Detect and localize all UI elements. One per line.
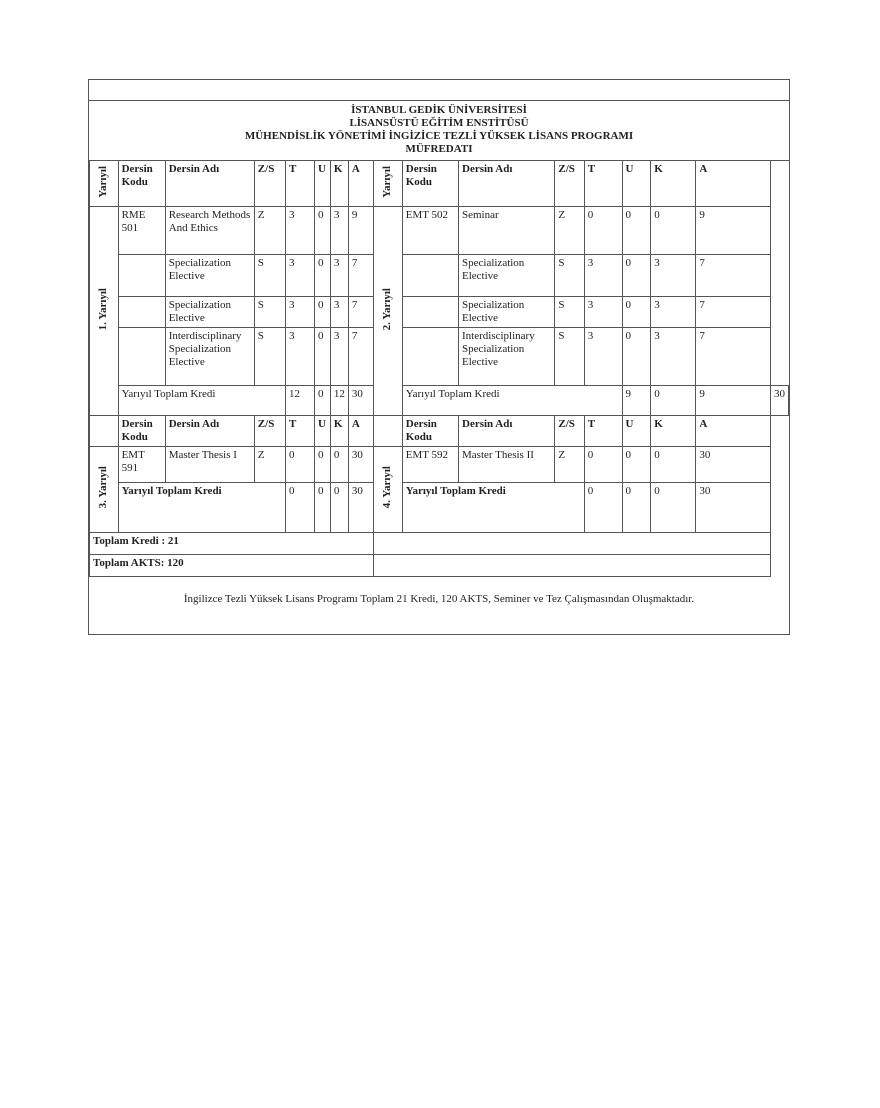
course-u: 0: [622, 297, 651, 328]
semester-4-label: 4. Yarıyıl: [374, 447, 403, 533]
table-row: [90, 207, 789, 255]
col-k: K: [330, 416, 348, 447]
yariyil-header-right: Yarıyıl: [374, 161, 403, 207]
course-k: 3: [651, 328, 696, 386]
col-zs: Z/S: [555, 161, 584, 207]
course-name: Research Methods And Ethics: [165, 207, 254, 255]
course-u: 0: [314, 297, 330, 328]
semester-total-row: [90, 386, 789, 416]
course-u: 0: [314, 207, 330, 255]
curriculum-sheet: [88, 79, 790, 635]
total-akts-row: [90, 555, 789, 577]
course-a: 9: [348, 207, 373, 255]
course-a: 30: [348, 447, 373, 483]
course-k: 3: [651, 255, 696, 297]
course-u: 0: [622, 207, 651, 255]
course-k: 3: [330, 297, 348, 328]
course-name: Master Thesis II: [459, 447, 555, 483]
course-u: 0: [622, 255, 651, 297]
col-zs: Z/S: [555, 416, 584, 447]
col-t: T: [286, 416, 315, 447]
table-row: [90, 328, 789, 386]
course-name: Specialization Elective: [459, 297, 555, 328]
total-k: 12: [330, 386, 348, 416]
col-a: A: [348, 416, 373, 447]
col-t: T: [286, 161, 315, 207]
top-band: [89, 80, 789, 101]
course-code: [402, 255, 458, 297]
total-u: 0: [651, 386, 696, 416]
total-credit: Toplam Kredi : 21: [90, 533, 374, 555]
course-name: Interdisciplinary Specialization Elective: [459, 328, 555, 386]
semester-total-label: Yarıyıl Toplam Kredi: [118, 386, 285, 416]
semester-total-label: Yarıyıl Toplam Kredi: [402, 386, 622, 416]
empty-cell: [374, 555, 771, 577]
university-name: İSTANBUL GEDİK ÜNİVERSİTESİ: [351, 104, 527, 116]
total-t: 9: [622, 386, 651, 416]
total-t: 0: [584, 483, 622, 533]
table-header-row: [90, 161, 789, 207]
total-k: 0: [330, 483, 348, 533]
course-zs: S: [254, 255, 285, 297]
document-header: [89, 101, 789, 161]
course-t: 3: [584, 255, 622, 297]
course-t: 3: [286, 255, 315, 297]
semester-2-label: 2. Yarıyıl: [374, 207, 403, 416]
course-code: [118, 255, 165, 297]
col-u: U: [314, 161, 330, 207]
course-k: 3: [330, 328, 348, 386]
course-code: EMT 591: [118, 447, 165, 483]
course-zs: Z: [555, 207, 584, 255]
col-ad: Dersin Adı: [165, 416, 254, 447]
course-t: 3: [584, 328, 622, 386]
table-row: [90, 255, 789, 297]
course-code: EMT 502: [402, 207, 458, 255]
course-k: 0: [330, 447, 348, 483]
table-row: [90, 297, 789, 328]
col-u: U: [314, 416, 330, 447]
semester-1-label: 1. Yarıyıl: [90, 207, 119, 416]
course-zs: S: [555, 328, 584, 386]
col-zs: Z/S: [254, 416, 285, 447]
total-t: 12: [286, 386, 315, 416]
col-ad: Dersin Adı: [165, 161, 254, 207]
col-kod: Dersin Kodu: [118, 416, 165, 447]
course-u: 0: [314, 328, 330, 386]
col-kod: Dersin Kodu: [402, 161, 458, 207]
course-zs: S: [555, 297, 584, 328]
course-code: [118, 328, 165, 386]
course-a: 7: [696, 297, 771, 328]
col-ad: Dersin Adı: [459, 416, 555, 447]
col-u: U: [622, 416, 651, 447]
total-a: 30: [348, 483, 373, 533]
col-t: T: [584, 161, 622, 207]
total-a: 30: [696, 483, 771, 533]
course-zs: Z: [254, 207, 285, 255]
course-zs: S: [555, 255, 584, 297]
course-code: EMT 592: [402, 447, 458, 483]
course-t: 3: [286, 207, 315, 255]
course-u: 0: [622, 328, 651, 386]
course-a: 7: [696, 255, 771, 297]
empty-cell: [374, 416, 403, 447]
document-title: MÜFREDATI: [405, 143, 473, 155]
course-t: 0: [286, 447, 315, 483]
course-name: Specialization Elective: [165, 297, 254, 328]
course-code: [118, 297, 165, 328]
col-kod: Dersin Kodu: [118, 161, 165, 207]
col-a: A: [696, 416, 771, 447]
course-t: 0: [584, 207, 622, 255]
course-t: 3: [584, 297, 622, 328]
course-t: 3: [286, 328, 315, 386]
table-row: [90, 447, 789, 483]
course-a: 7: [348, 328, 373, 386]
course-code: [402, 328, 458, 386]
total-u: 0: [314, 483, 330, 533]
total-credit-row: [90, 533, 789, 555]
course-name: Specialization Elective: [165, 255, 254, 297]
course-u: 0: [622, 447, 651, 483]
empty-cell: [374, 533, 771, 555]
course-k: 0: [651, 447, 696, 483]
course-a: 7: [348, 297, 373, 328]
course-name: Master Thesis I: [165, 447, 254, 483]
course-zs: S: [254, 328, 285, 386]
total-akts: Toplam AKTS: 120: [90, 555, 374, 577]
total-t: 0: [286, 483, 315, 533]
course-a: 7: [696, 328, 771, 386]
col-zs: Z/S: [254, 161, 285, 207]
curriculum-table: [89, 160, 789, 577]
semester-3-label: 3. Yarıyıl: [90, 447, 119, 533]
course-k: 3: [330, 207, 348, 255]
col-ad: Dersin Adı: [459, 161, 555, 207]
total-k: 0: [651, 483, 696, 533]
course-u: 0: [314, 255, 330, 297]
course-name: Interdisciplinary Specialization Elective: [165, 328, 254, 386]
semester-total-label: Yarıyıl Toplam Kredi: [402, 483, 584, 533]
semester-total-label: Yarıyıl Toplam Kredi: [118, 483, 285, 533]
program-name: MÜHENDİSLİK YÖNETİMİ İNGİZİCE TEZLİ YÜKSEK LİSANS PROGRAMI: [244, 130, 634, 142]
table-header-row: [90, 416, 789, 447]
yariyil-header-left: Yarıyıl: [90, 161, 119, 207]
col-kod: Dersin Kodu: [402, 416, 458, 447]
course-name: Specialization Elective: [459, 255, 555, 297]
course-zs: Z: [254, 447, 285, 483]
course-a: 30: [696, 447, 771, 483]
total-k: 9: [696, 386, 771, 416]
total-u: 0: [622, 483, 651, 533]
col-k: K: [651, 161, 696, 207]
course-code: RME 501: [118, 207, 165, 255]
course-zs: Z: [555, 447, 584, 483]
course-zs: S: [254, 297, 285, 328]
course-k: 3: [651, 297, 696, 328]
course-k: 3: [330, 255, 348, 297]
col-a: A: [696, 161, 771, 207]
col-a: A: [348, 161, 373, 207]
course-name: Seminar: [459, 207, 555, 255]
total-a: 30: [348, 386, 373, 416]
col-k: K: [651, 416, 696, 447]
col-u: U: [622, 161, 651, 207]
total-a: 30: [771, 386, 789, 416]
semester-total-row: [90, 483, 789, 533]
course-t: 3: [286, 297, 315, 328]
col-k: K: [330, 161, 348, 207]
total-u: 0: [314, 386, 330, 416]
col-t: T: [584, 416, 622, 447]
course-k: 0: [651, 207, 696, 255]
empty-cell: [90, 416, 119, 447]
course-t: 0: [584, 447, 622, 483]
course-code: [402, 297, 458, 328]
institute-name: LİSANSÜSTÜ EĞİTİM ENSTİTÜSÜ: [349, 117, 529, 129]
course-u: 0: [314, 447, 330, 483]
course-a: 9: [696, 207, 771, 255]
course-a: 7: [348, 255, 373, 297]
program-note: İngilizce Tezli Yüksek Lisans Programı Toplam 21 Kredi, 120 AKTS, Seminer ve Tez Çalışmasından Oluşmaktadır.: [183, 593, 695, 605]
